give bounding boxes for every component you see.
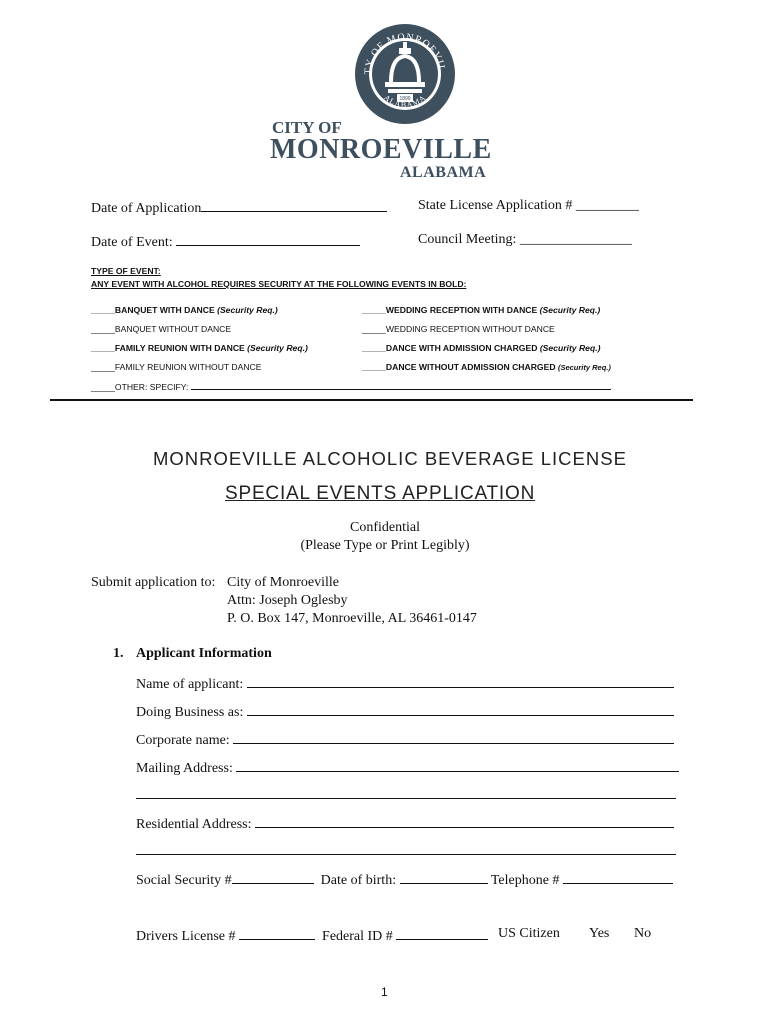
date-of-event-field[interactable] [176,232,360,246]
ssn-dob-phone-row [136,870,673,889]
event-option-banquet-without-dance[interactable]: _____BANQUET WITHOUT DANCE [91,324,232,334]
ssn-field[interactable] [232,870,314,884]
mailing-address-line2[interactable] [136,798,676,799]
logo-line-monroeville: MONROEVILLE [270,134,492,165]
seal-text-top: TY OF MONROEVIL [362,31,448,75]
event-option-wedding-with-dance[interactable]: _____WEDDING RECEPTION WITH DANCE (Security Req.) [362,305,601,315]
residential-address-line2[interactable] [136,854,676,855]
citizen-yes-option[interactable]: Yes [589,926,610,941]
corporate-name-field[interactable] [233,730,674,744]
citizen-no-option[interactable]: No [634,926,652,941]
form-main-title: MONROEVILLE ALCOHOLIC BEVERAGE LICENSE [153,448,627,469]
drivers-license-label: Drivers License # [136,929,236,944]
ssn-label: Social Security # [136,873,232,888]
logo-line-city-of: CITY OF [272,118,342,137]
date-of-event-row [91,232,360,251]
applicant-name-label: Name of applicant: [136,677,244,692]
applicant-name-field[interactable] [247,674,674,688]
form-sub-title: SPECIAL EVENTS APPLICATION [225,483,536,504]
residential-address-label: Residential Address: [136,817,252,832]
dob-field[interactable] [400,870,488,884]
event-option-dance-without-admission[interactable]: _____DANCE WITHOUT ADMISSION CHARGED (Security Req.) [362,362,611,372]
seal-text-bottom: ALABAMA [382,92,428,110]
date-of-event-label: Date of Event: [91,235,173,250]
corporate-name-label: Corporate name: [136,733,230,748]
federal-id-field[interactable] [396,926,488,940]
submit-address-line1: City of Monroeville [227,575,339,590]
section-1-heading: Applicant Information [136,646,272,661]
other-specify-field[interactable] [191,381,611,390]
event-option-wedding-without-dance[interactable]: _____WEDDING RECEPTION WITHOUT DANCE [362,324,555,334]
telephone-field[interactable] [563,870,673,884]
section-divider [50,399,693,401]
city-seal [353,22,457,128]
event-option-other[interactable]: _____OTHER: SPECIFY: [91,381,611,392]
drivers-federal-row [136,926,488,945]
federal-id-label: Federal ID # [322,929,393,944]
residential-address-row [136,814,674,833]
drivers-license-field[interactable] [239,926,315,940]
section-1-number: 1. [113,646,124,661]
dba-label: Doing Business as: [136,705,244,720]
residential-address-field[interactable] [255,814,674,828]
state-license-label: State License Application # _________ [418,198,639,213]
telephone-label: Telephone # [490,873,560,888]
dba-field[interactable] [247,702,674,716]
logo-line-alabama: ALABAMA [400,164,487,181]
submit-address-line2: Attn: Joseph Oglesby [227,593,348,608]
date-of-application-label: Date of Application [91,201,202,216]
applicant-name-row [136,674,674,693]
event-option-banquet-with-dance[interactable]: _____BANQUET WITH DANCE (Security Req.) [91,305,278,315]
submit-address-line3: P. O. Box 147, Monroeville, AL 36461-0147 [227,611,477,626]
dob-label: Date of birth: [320,873,397,888]
event-option-dance-with-admission[interactable]: _____DANCE WITH ADMISSION CHARGED (Security Req.) [362,343,601,353]
seal-year: 1899 [399,96,411,102]
date-of-application-field[interactable] [201,198,387,212]
confidential-label: Confidential [350,520,420,535]
event-type-title: TYPE OF EVENT: [91,266,161,276]
event-option-family-reunion-without-dance[interactable]: _____FAMILY REUNION WITHOUT DANCE [91,362,262,372]
submit-label: Submit application to: [91,575,216,590]
mailing-address-field[interactable] [236,758,679,772]
city-logo [353,22,457,128]
mailing-address-label: Mailing Address: [136,761,233,776]
dba-row [136,702,674,721]
us-citizen-label: US Citizen [498,926,560,941]
page-number: 1 [381,985,388,999]
mailing-address-row [136,758,679,777]
date-of-application-row [91,198,387,217]
council-meeting-label: Council Meeting: ________________ [418,232,632,247]
event-type-note: ANY EVENT WITH ALCOHOL REQUIRES SECURITY AT THE FOLLOWING EVENTS IN BOLD: [91,279,467,289]
corporate-name-row [136,730,674,749]
print-note: (Please Type or Print Legibly) [300,538,470,553]
event-option-family-reunion-with-dance[interactable]: _____FAMILY REUNION WITH DANCE (Security Req.) [91,343,308,353]
